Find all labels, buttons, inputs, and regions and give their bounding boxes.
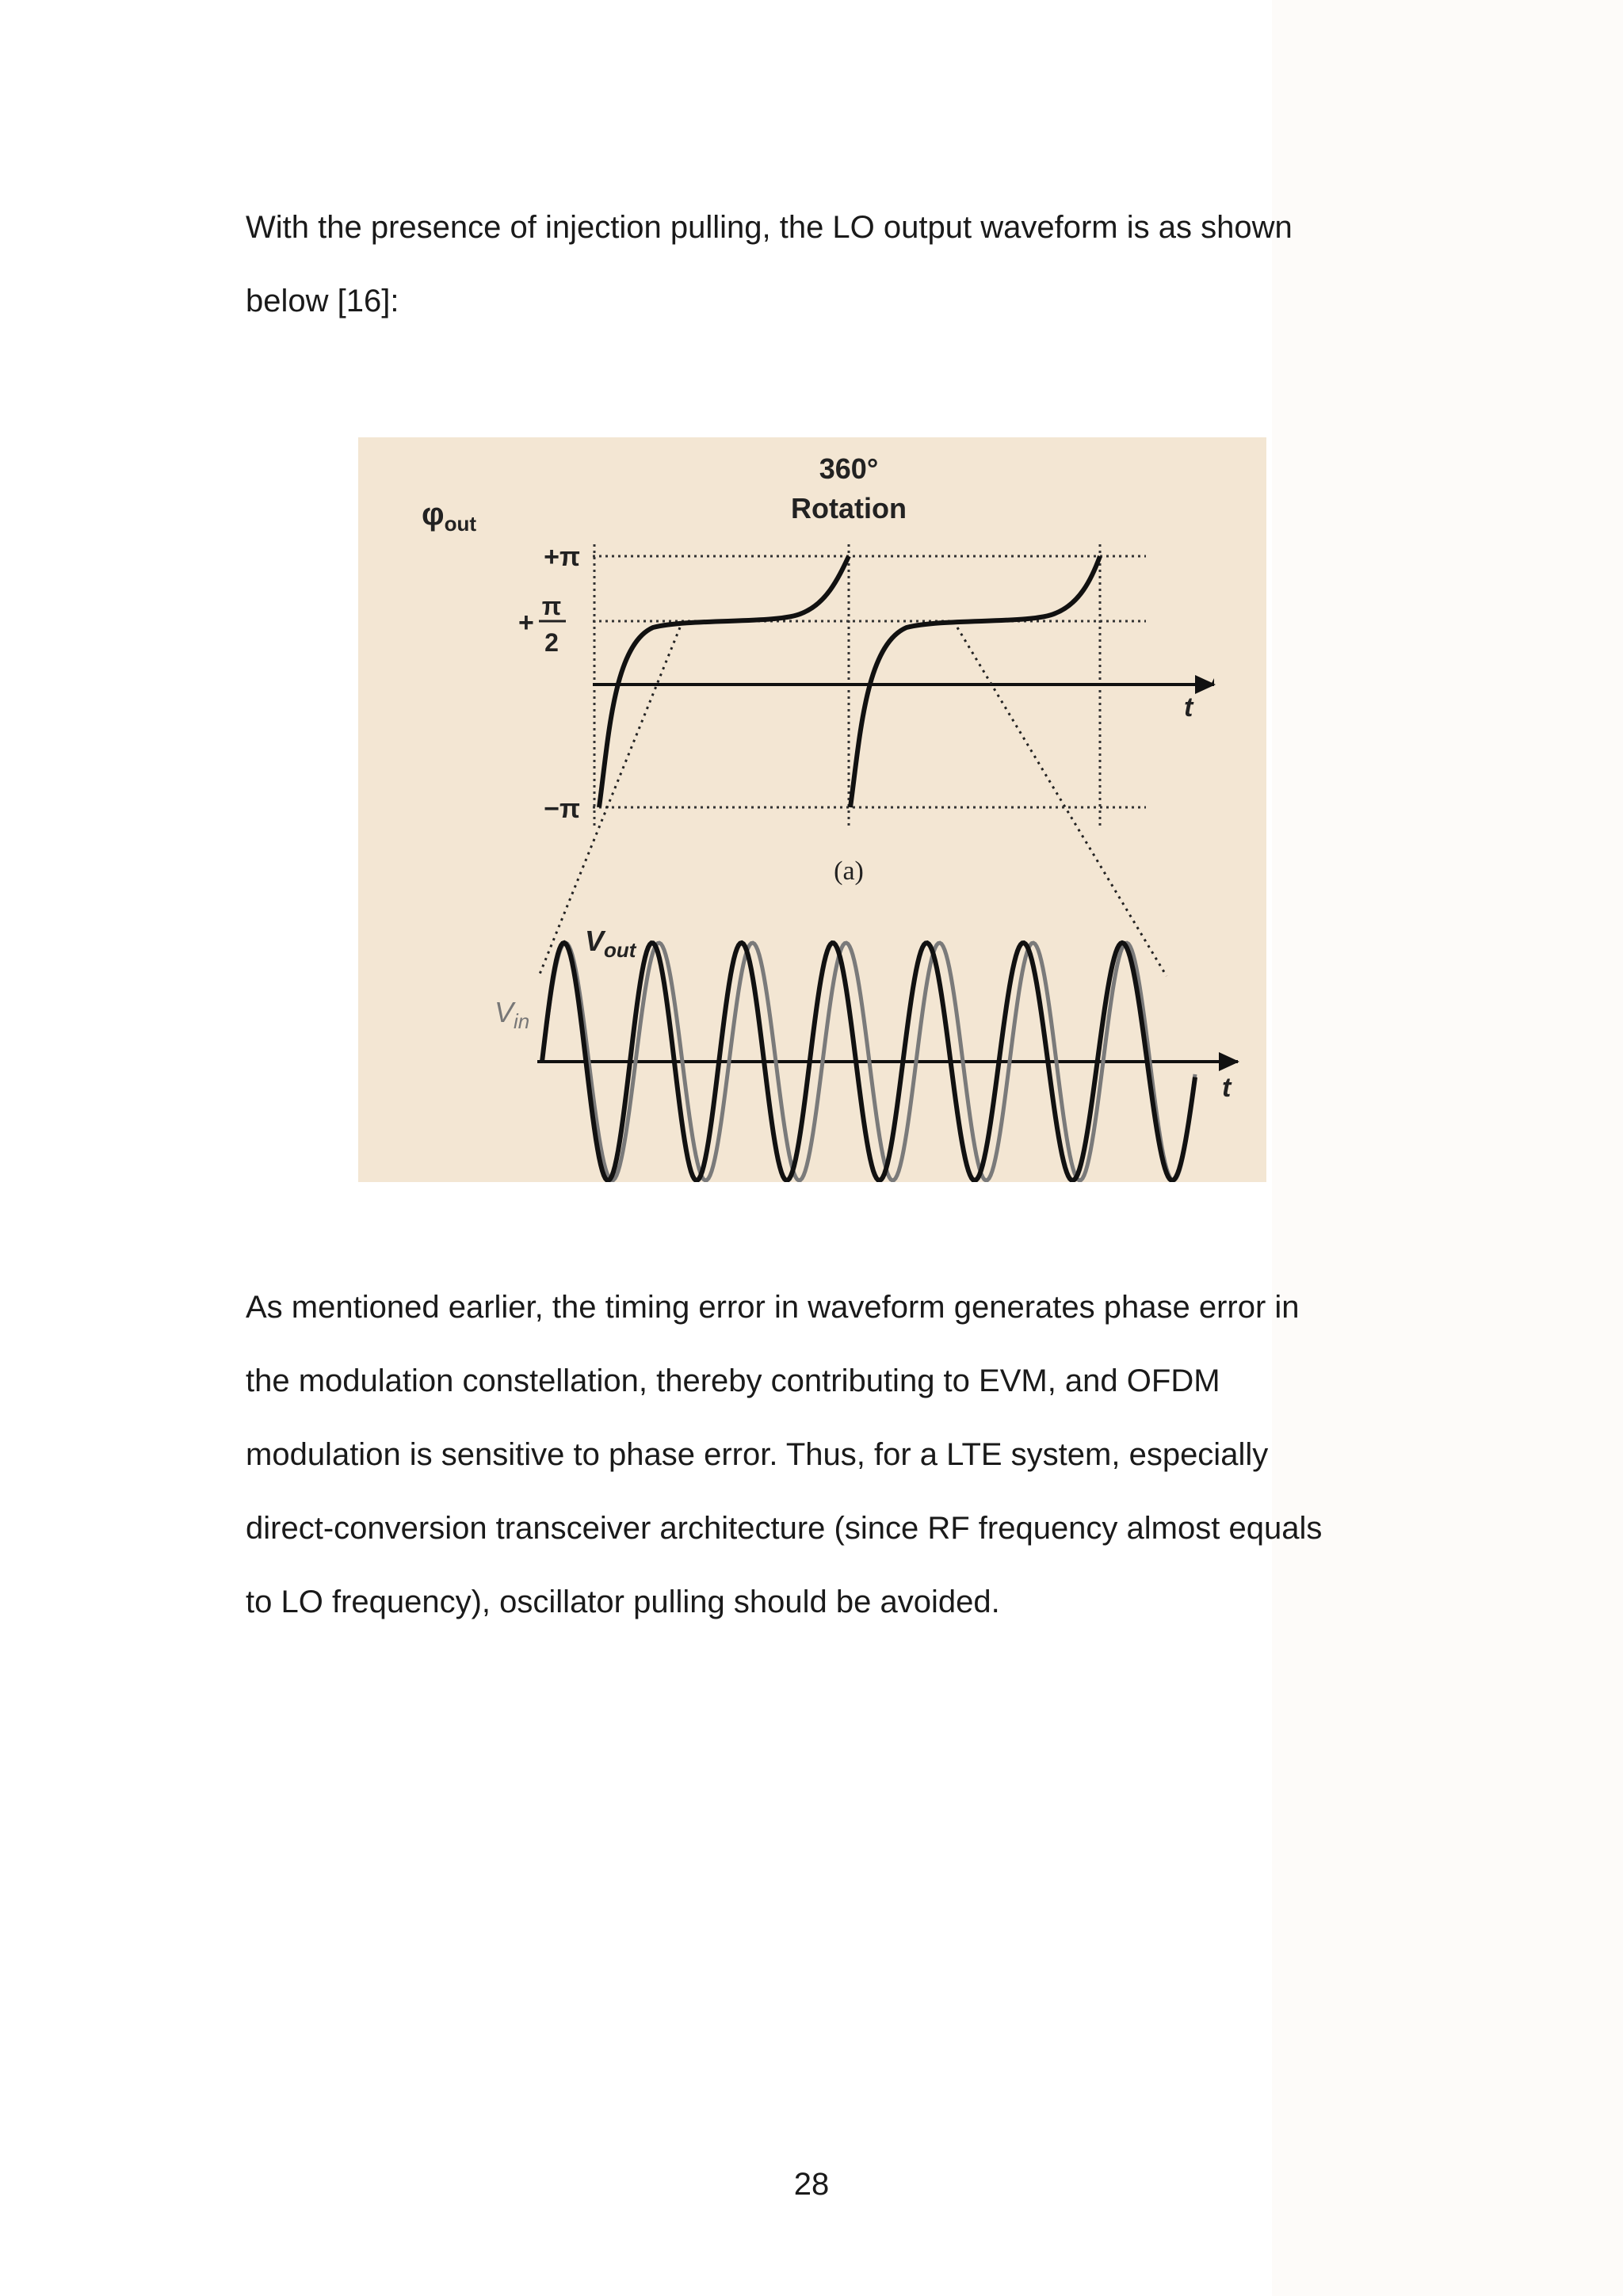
y-tick-plus-pi: +π (544, 542, 580, 572)
paragraph-line: direct-conversion transceiver architecture (since RF frequency almost equals (246, 1511, 1323, 1546)
figure-background (358, 437, 1266, 1182)
wave-time-axis-label: t (1222, 1073, 1232, 1103)
subfigure-label-a: (a) (834, 856, 864, 886)
paragraph-line: below [16]: (246, 284, 399, 318)
y-tick-pi-half-sign: + (518, 608, 534, 638)
page-edge-shade (1272, 0, 1623, 2296)
y-tick-pi-half-denominator: 2 (544, 628, 559, 657)
paragraph-line: to LO frequency), oscillator pulling should be avoided. (246, 1585, 1000, 1619)
phase-time-axis-label: t (1184, 692, 1193, 723)
vout-symbol: V (585, 925, 605, 957)
injection-pulling-figure (358, 437, 1266, 1182)
paragraph-line: the modulation constellation, thereby contributing to EVM, and OFDM (246, 1363, 1220, 1398)
y-tick-minus-pi: −π (544, 794, 580, 824)
rotation-label-text: Rotation (791, 492, 907, 524)
paragraph-line: With the presence of injection pulling, the LO output waveform is as shown (246, 210, 1293, 245)
vin-subscript: in (514, 1009, 530, 1033)
y-tick-pi-half-numerator: π (541, 592, 562, 620)
paragraph-line: modulation is sensitive to phase error. Thus, for a LTE system, especially (246, 1437, 1269, 1472)
vout-subscript: out (604, 938, 636, 962)
paragraph-line: As mentioned earlier, the timing error in waveform generates phase error in (246, 1290, 1300, 1325)
vin-symbol: V (495, 996, 514, 1028)
page-number: 28 (793, 2167, 830, 2202)
phi-symbol: φ (422, 497, 445, 532)
phi-subscript: out (444, 512, 477, 536)
rotation-label-degrees: 360° (819, 452, 879, 485)
